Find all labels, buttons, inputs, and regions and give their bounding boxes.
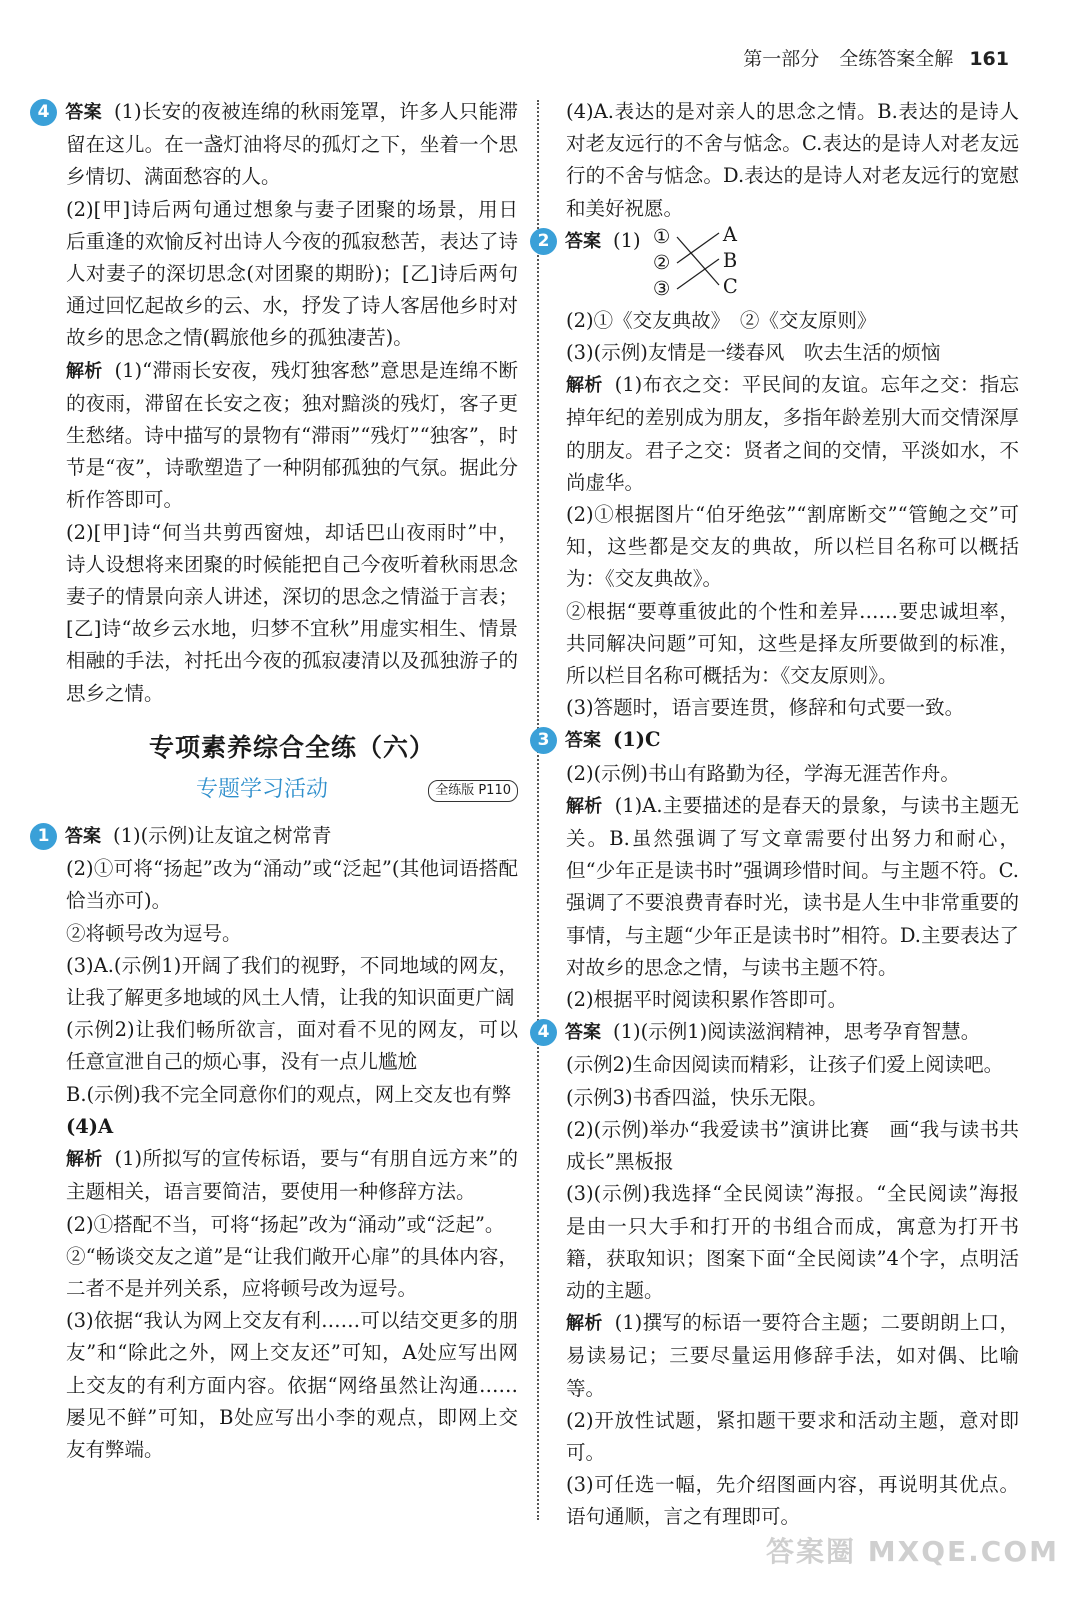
match-line-2-a — [677, 233, 719, 263]
q4-answer-1 — [537, 1016, 1019, 1049]
match-right-c: C — [722, 274, 738, 298]
analysis-label: 解析 — [66, 1149, 103, 1171]
q4-analysis-2: (2)[甲]诗“何当共剪西窗烛，却话巴山夜雨时”中，诗人设想将来团聚的时候能把自己今夜听着秋雨思念妻子的情景向亲人讲述，深切的思念之情溢于言表；[乙]诗“故乡云水地，归梦不宜秋”用虚实相生、情景相融的手法，衬托出今夜的孤寂凄清以及孤独游子的思乡之情。 — [66, 520, 518, 705]
answer-label: 答案 — [565, 730, 601, 752]
question-number-badge: 3 — [530, 727, 557, 754]
right-column — [537, 96, 1019, 1534]
match-left-2: ② — [652, 250, 671, 274]
subtitle-row — [66, 774, 518, 814]
answer-text: (1)C — [613, 728, 661, 752]
q4-answer-1c: (示例3)书香四溢，快乐无限。 — [566, 1085, 828, 1109]
analysis-text: (1)布衣之交：平民间的友谊。忘年之交：指忘掉年纪的差别成为朋友，多指年龄差别大而交情深厚的朋友。君子之交：贤者之间的交情，平淡如水，不尚虚华。 — [566, 373, 1019, 494]
analysis-text: (1)撰写的标语一要符合主题；二要朗朗上口，易读易记；三要尽量运用修辞手法，如对偶、比喻等。 — [566, 1311, 1019, 1400]
analysis-text: (1)“滞雨长安夜，残灯独客愁”意思是连绵不断的夜雨，滞留在长安之夜；独对黯淡的残灯，客子更生愁绪。诗中描写的景物有“滞雨”“残灯”“独客”，时节是“夜”，诗歌塑造了一种阴郁孤独的气氛。据此分析作答即可。 — [66, 358, 519, 512]
q4-answer-2: (2)[甲]诗后两句通过想象与妻子团聚的场景，用日后重逢的欢愉反衬出诗人今夜的孤寂愁苦，表达了诗人对妻子的深切思念(对团聚的期盼)；[乙]诗后两句通过回忆起故乡的云、水，抒发了诗人客居他乡时对故乡的思念之情(羁旅他乡的孤独凄苦)。 — [66, 197, 518, 350]
q1-answer-3a: (3)A.(示例1)开阔了我们的视野，不同地域的网友，让我了解更多地域的风土人情，让我的知识面更广阔 — [66, 953, 518, 1010]
match-right-a: A — [722, 222, 737, 246]
analysis-label: 解析 — [66, 360, 103, 382]
match-left-3: ③ — [652, 276, 671, 300]
q4-answer-1b: (示例2)生命因阅读而精彩，让孩子们爱上阅读吧。 — [566, 1053, 1004, 1077]
q3-answer-2: (2)(示例)书山有路勤为径，学海无涯苦作舟。 — [566, 761, 960, 785]
matching-diagram — [652, 222, 763, 305]
analysis-text: (1)所拟写的宣传标语，要与“有朋自远方来”的主题相关，语言要简洁，要使用一种修辞方法。 — [66, 1147, 519, 1204]
q4-answer-3: (3)(示例)我选择“全民阅读”海报。“全民阅读”海报是由一只大手和打开的书组合而成，寓意为打开书籍，获取知识；图案下面“全民阅读”4个字，点明活动的主题。 — [566, 1182, 1019, 1302]
answer-label: 答案 — [565, 230, 601, 252]
q2-answer-3: (3)(示例)友情是一缕春风 吹去生活的烦恼 — [566, 341, 941, 365]
answer-label: 答案 — [565, 1022, 601, 1044]
q1-analysis-2b: ②“畅谈交友之道”是“让我们敞开心扉”的具体内容，二者不是并列关系，应将顿号改为逗号。 — [66, 1244, 518, 1300]
analysis-label: 解析 — [566, 1313, 603, 1335]
answer-label: 答案 — [65, 826, 101, 848]
q1-analysis-3: (3)依据“我认为网上交友有利……可以结交更多的朋友”和“除此之外，网上交友还”可知，A处应写出网上交友的有利方面内容。依据“网络虽然让沟通……屡见不鲜”可知，B处应写出小李的观点，即网上交友有弊端。 — [66, 1309, 518, 1461]
analysis-text: (1)A.主要描述的是春天的景象，与读书主题无关。B.虽然强调了写文章需要付出努力和耐心，但“少年正是读书时”强调珍惜时间。与主题不符。C.强调了不要浪费青春时光，读书是人生中非常重要的事情，与主题“少年正是读书时”相符。D.主要表达了对故乡的思念之情，与读书主题不符。 — [566, 793, 1019, 979]
column-divider — [537, 100, 539, 1520]
q1-answer-1 — [37, 820, 518, 853]
matching-lines — [653, 225, 763, 305]
q4-analysis-1 — [566, 1307, 1019, 1405]
q3-analysis-1 — [566, 790, 1019, 984]
q1-answer-3c: B.(示例)我不完全同意你们的观点，网上交友也有弊 — [66, 1082, 512, 1106]
q4-answer-2: (2)(示例)举办“我爱读书”演讲比赛 画“我与读书共成长”黑板报 — [566, 1117, 1019, 1174]
q4-answer-1 — [37, 96, 518, 194]
q4-analysis-1 — [66, 355, 518, 517]
q2-analysis-3: (3)答题时，语言要连贯，修辞和句式要一致。 — [566, 696, 965, 720]
page-reference-badge: 全练版 P110 — [428, 780, 518, 802]
section-subtitle: 专题学习活动 — [196, 777, 329, 803]
answer-text: (1)(示例1)阅读滋润精神，思考孕育智慧。 — [613, 1020, 981, 1044]
answer-text: (1)(示例)让友谊之树常青 — [113, 824, 332, 848]
q1-answer-2a: (2)①可将“扬起”改为“涌动”或“泛起”(其他词语搭配恰当亦可)。 — [66, 857, 518, 913]
q3-analysis-2: (2)根据平时阅读积累作答即可。 — [566, 988, 848, 1012]
q1-analysis-1 — [66, 1143, 518, 1208]
q4-analysis-2: (2)开放性试题，紧扣题干要求和活动主题，意对即可。 — [566, 1408, 1019, 1464]
q1-answer-3b: (示例2)让我们畅所欲言，面对看不见的网友，可以任意宣泄自己的烦心事，没有一点儿尴尬 — [66, 1018, 518, 1074]
q1-answer-4: (4)A — [66, 1114, 114, 1138]
section-title: 专项素养综合全练（六） — [148, 732, 435, 762]
q2-analysis-1 — [566, 369, 1019, 499]
match-left-1: ① — [652, 224, 671, 248]
page-header — [743, 44, 1009, 71]
header-section: 第一部分 — [743, 48, 820, 70]
analysis-label: 解析 — [566, 795, 603, 817]
page-number: 161 — [969, 48, 1009, 70]
q2-analysis-2a: (2)①根据图片“伯牙绝弦”“割席断交”“管鲍之交”可知，这些都是交友的典故，所以栏目名称可以概括为：《交友典故》。 — [566, 503, 1019, 591]
q2-answer-2: (2)①《交友典故》 ②《交友原则》 — [566, 308, 877, 332]
match-line-1-c — [677, 237, 719, 285]
q1-analysis-2a: (2)①搭配不当，可将“扬起”改为“涌动”或“泛起”。 — [66, 1212, 505, 1236]
watermark: 答案圈 MXQE.COM — [766, 1535, 1059, 1568]
q2-answer-1 — [537, 222, 1019, 305]
q4-analysis-3: (3)可任选一幅，先介绍图画内容，再说明其优点。语句通顺，言之有理即可。 — [566, 1473, 1019, 1529]
match-right-b: B — [722, 248, 738, 272]
answer-text: (1)长安的夜被连绵的秋雨笼罩，许多人只能滞留在这儿。在一盏灯油将尽的孤灯之下，坐着一个思乡情切、满面愁容的人。 — [66, 100, 518, 189]
left-column — [37, 96, 519, 1466]
q2-analysis-2b: ②根据“要尊重彼此的个性和差异……要忠诚坦率，共同解决问题”可知，这些是择友所要做到的标准，所以栏目名称可概括为：《交友原则》。 — [566, 599, 1019, 688]
question-number-badge: 1 — [30, 823, 57, 850]
question-number-badge: 4 — [530, 1019, 557, 1046]
question-number-badge: 4 — [30, 99, 57, 126]
continued-analysis: (4)A.表达的是对亲人的思念之情。B.表达的是诗人对老友远行的不舍与惦念。C.表达的是诗人对老友远行的不舍与惦念。D.表达的是诗人对老友远行的宽慰和美好祝愿。 — [566, 100, 1019, 220]
q3-answer-1 — [537, 724, 1019, 757]
match-line-3-b — [677, 259, 719, 289]
answer-prefix: (1) — [613, 228, 641, 252]
question-number-badge: 2 — [530, 228, 557, 255]
header-title: 全练答案全解 — [839, 48, 954, 70]
answer-label: 答案 — [65, 102, 102, 123]
analysis-label: 解析 — [566, 375, 603, 397]
q1-answer-2b: ②将顿号改为逗号。 — [66, 921, 242, 945]
